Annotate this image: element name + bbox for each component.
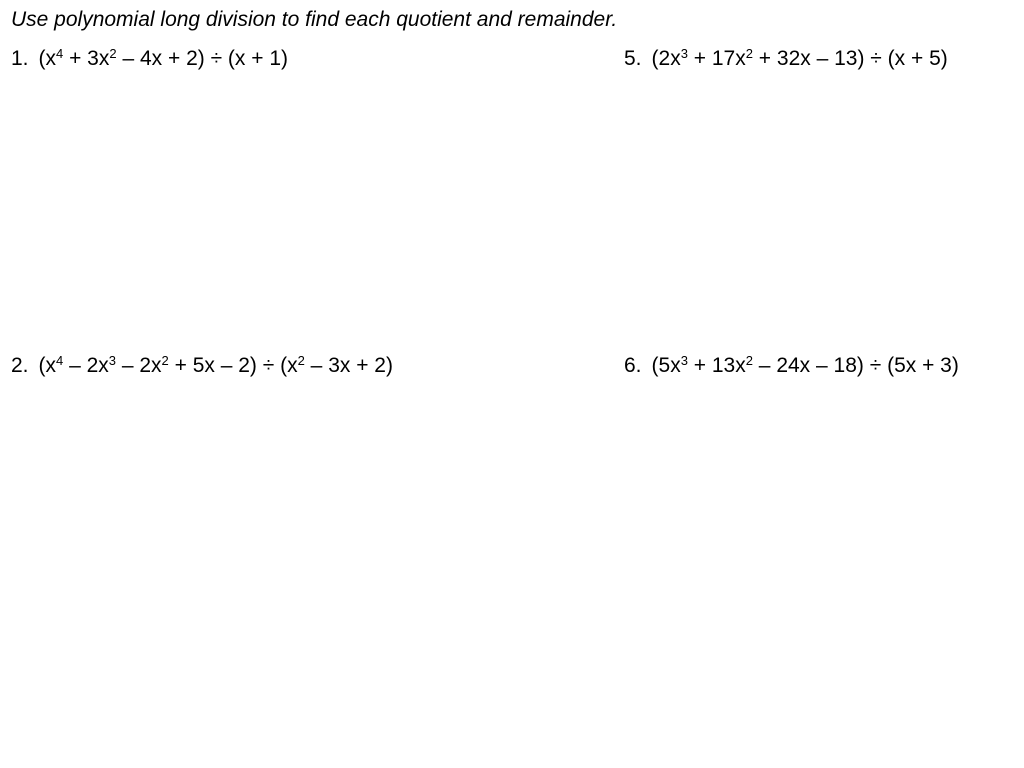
exponent: 2	[297, 353, 305, 368]
expression-part: + 13x	[687, 354, 746, 377]
problem-number: 5.	[624, 47, 642, 70]
expression-part: + 32x – 13) ÷ (x + 5)	[752, 47, 948, 70]
exponent: 3	[680, 353, 688, 368]
problem-2	[11, 353, 393, 378]
exponent: 2	[109, 46, 117, 61]
exponent: 2	[745, 353, 753, 368]
expression-part: – 3x + 2)	[304, 354, 393, 377]
exponent: 2	[161, 353, 169, 368]
problem-6	[624, 353, 959, 378]
instructions-heading: Use polynomial long division to find each quotient and remainder.	[11, 8, 618, 31]
exponent: 4	[56, 46, 64, 61]
expression-part: (x	[38, 47, 57, 70]
expression-part: (2x	[651, 47, 681, 70]
problem-number: 2.	[11, 354, 29, 377]
expression-part: + 3x	[63, 47, 110, 70]
exponent: 3	[108, 353, 117, 368]
expression-part: (x	[38, 354, 57, 377]
expression-part: + 17x	[687, 47, 746, 70]
problem-5	[624, 46, 948, 71]
problem-1	[11, 46, 288, 71]
expression-part: (5x	[651, 354, 681, 377]
expression-part: – 2x	[63, 354, 109, 377]
problem-number: 6.	[624, 354, 642, 377]
exponent: 3	[680, 46, 688, 61]
expression-part: + 5x – 2) ÷ (x	[168, 354, 298, 377]
expression-part: – 24x – 18) ÷ (5x + 3)	[752, 354, 959, 377]
exponent: 2	[745, 46, 753, 61]
expression-part: – 4x + 2) ÷ (x + 1)	[116, 47, 289, 70]
problem-number: 1.	[11, 47, 29, 70]
expression-part: – 2x	[116, 354, 162, 377]
exponent: 4	[56, 353, 64, 368]
